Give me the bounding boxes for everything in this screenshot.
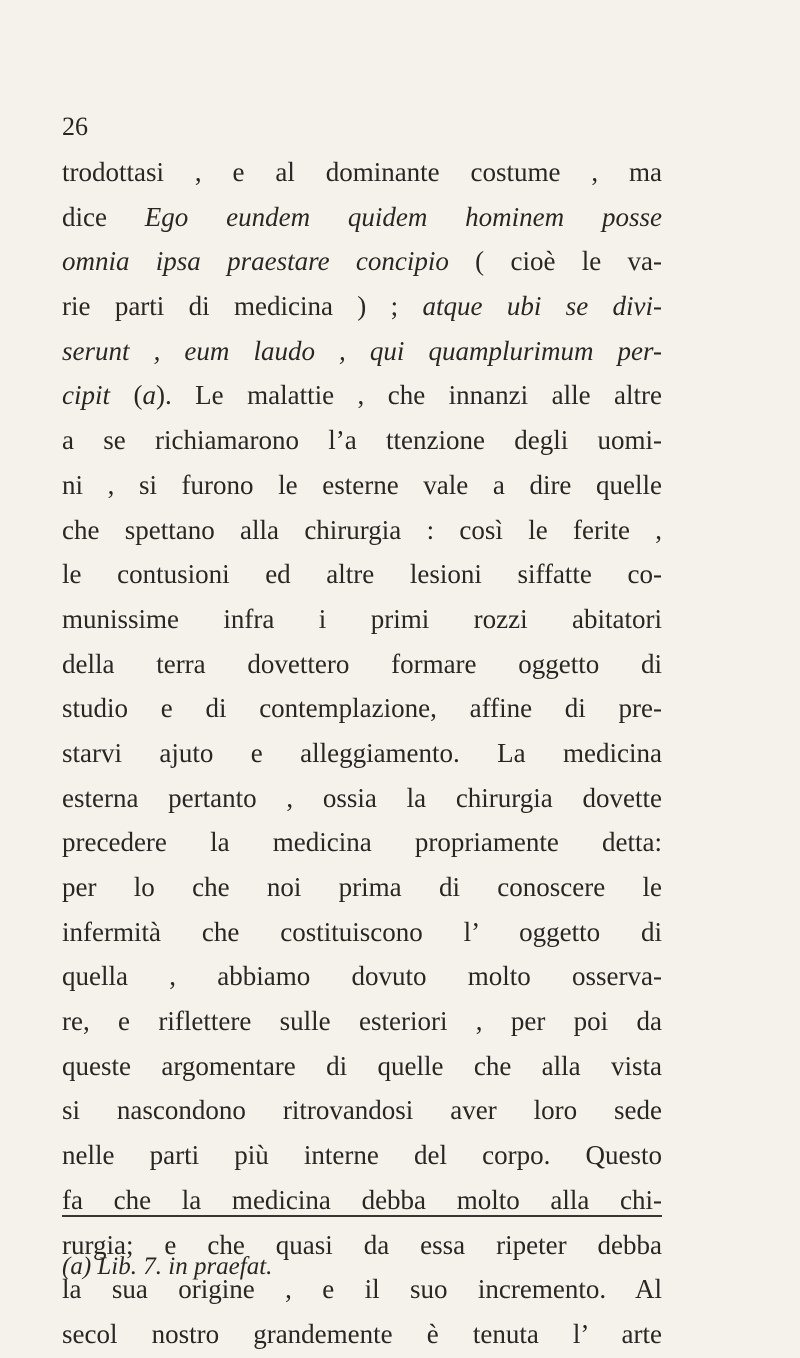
text-run: fa che la medicina debba molto alla chi- <box>62 1184 662 1215</box>
text-line <box>62 820 662 865</box>
text-run: munissime infra i primi rozzi abitatori <box>62 603 662 634</box>
text-run: si nascondono ritrovandosi aver loro sede <box>62 1095 662 1126</box>
italic-text: omnia ipsa praestare concipio <box>62 246 449 277</box>
text-run: a se richiamarono l’a ttenzione degli uomi- <box>62 425 662 456</box>
text-line <box>62 731 662 776</box>
italic-text: Ego eundem quidem hominem posse <box>144 201 662 232</box>
text-line <box>62 329 662 374</box>
footnote: (a) Lib. 7. in praefat. <box>62 1253 273 1280</box>
text-line <box>62 150 662 195</box>
text-line <box>62 1044 662 1089</box>
italic-text: a <box>142 380 156 411</box>
text-run: ( <box>110 380 143 411</box>
text-line <box>62 373 662 418</box>
text-run: rie parti di medicina ) ; <box>62 291 423 322</box>
text-line <box>62 1088 662 1133</box>
text-line <box>62 418 662 463</box>
text-run: trodottasi , e al dominante costume , ma <box>62 157 662 187</box>
text-run: per lo che noi prima di conoscere le <box>62 872 662 902</box>
text-run: queste argomentare di quelle che alla vista <box>62 1050 662 1081</box>
text-run: esterna pertanto , ossia la chirurgia dovette <box>62 782 662 813</box>
text-line <box>62 954 662 999</box>
text-line <box>62 463 662 508</box>
text-run: le contusioni ed altre lesioni siffatte co- <box>62 559 662 590</box>
text-run: studio e di contemplazione, affine di pre- <box>62 693 662 724</box>
text-run: quella , abbiamo dovuto molto osserva- <box>62 961 662 992</box>
text-line <box>62 642 662 687</box>
text-run: infermità che costituiscono l’ oggetto di <box>62 916 662 947</box>
text-line <box>62 1133 662 1178</box>
text-line <box>62 999 662 1044</box>
text-run: della terra dovettero formare oggetto di <box>62 648 662 679</box>
text-run: dice <box>62 201 145 232</box>
text-run: la sua origine , e il suo incremento. Al <box>62 1274 662 1305</box>
page-number: 26 <box>62 112 88 141</box>
text-run: ni , si furono le esterne vale a dire quelle <box>62 469 662 500</box>
italic-text: serunt , eum laudo , qui quamplurimum per- <box>62 335 662 366</box>
text-line <box>62 552 662 597</box>
text-run: nelle parti più interne del corpo. Questo <box>62 1140 662 1171</box>
text-line <box>62 508 662 553</box>
text-line <box>62 776 662 821</box>
text-line <box>62 1312 662 1357</box>
text-line <box>62 910 662 955</box>
text-line <box>62 686 662 731</box>
text-line <box>62 597 662 642</box>
text-run: re, e riflettere sulle esteriori , per poi da <box>62 1006 662 1037</box>
italic-text: atque ubi se divi- <box>422 291 662 322</box>
text-run: starvi ajuto e alleggiamento. La medicina <box>62 737 662 768</box>
italic-text: cipit <box>62 380 110 411</box>
text-run: precedere la medicina propriamente detta: <box>62 827 662 858</box>
text-line <box>62 284 662 329</box>
text-line <box>62 865 662 910</box>
text-line <box>62 239 662 284</box>
footnote-separator <box>62 1215 662 1217</box>
text-run: rurgia; e che quasi da essa ripeter debba <box>62 1229 662 1260</box>
text-line <box>62 195 662 240</box>
text-run: che spettano alla chirurgia : così le ferite , <box>62 514 662 545</box>
text-run: ( cioè le va- <box>448 246 663 277</box>
body-text <box>62 150 662 1357</box>
text-run: secol nostro grandemente è tenuta l’ arte <box>62 1318 662 1349</box>
text-run: ). Le malattie , che innanzi alle altre <box>155 380 662 411</box>
